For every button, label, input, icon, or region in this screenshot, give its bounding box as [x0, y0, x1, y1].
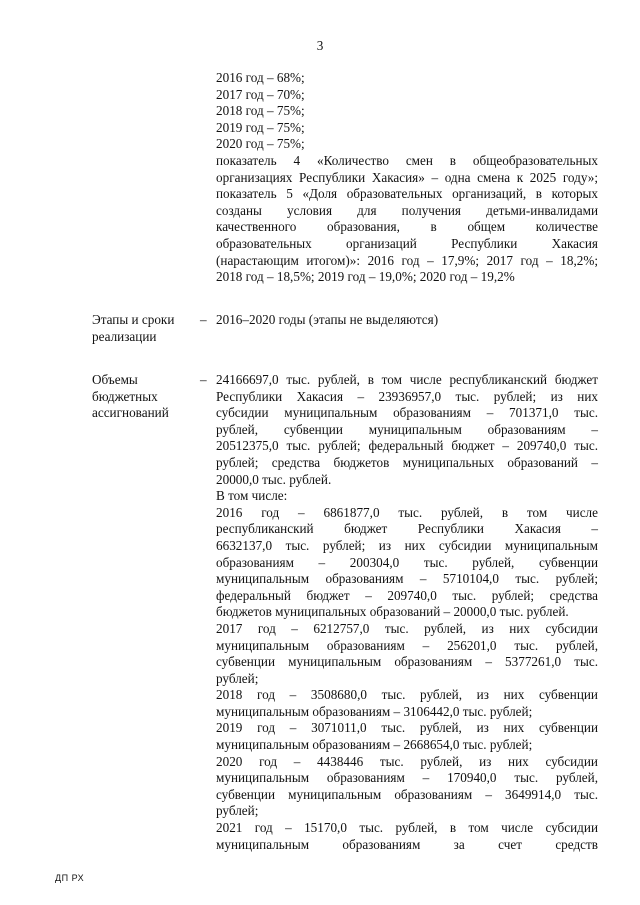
stages-label-line: Этапы и сроки [92, 312, 175, 327]
indicator-text-line: качественного образования, в общем количестве [216, 219, 598, 235]
funding-line: субсидии муниципальным образованиям – 701371,0 тыс. [216, 405, 598, 421]
funding-line: Республики Хакасия – 23936957,0 тыс. рублей; из них [216, 388, 598, 404]
stages-label-line: реализации [92, 328, 157, 344]
funding-line: рублей; средства бюджетов муниципальных образований – [216, 454, 598, 470]
funding-2017-line: субвенции муниципальным образованиям – 5377261,0 тыс. [216, 654, 598, 670]
funding-2021-line: муниципальным образованиям за счет средств [216, 836, 598, 852]
funding-2018-line: 2018 год – 3508680,0 тыс. рублей, из них субвенции [216, 687, 598, 703]
funding-label-line: ассигнований [92, 405, 169, 421]
funding-2017-line: рублей; [216, 670, 259, 686]
funding-label [92, 372, 202, 422]
indicator-text-line: 2018 год – 18,5%; 2019 год – 19,0%; 2020 год – 19,2% [216, 269, 515, 285]
funding-2018-line: муниципальным образованиям – 3106442,0 тыс. рублей; [216, 703, 533, 719]
stages-label [92, 312, 202, 345]
indicator-year-line: 2019 год – 75%; [216, 119, 305, 135]
funding-label-line: Объемы [92, 372, 138, 387]
funding-text-block [216, 372, 598, 853]
indicator-text-line: организациях Республики Хакасия» – одна смена к 2025 году»; [216, 169, 598, 185]
funding-2021-line: 2021 год – 15170,0 тыс. рублей, в том числе субсидии [216, 820, 598, 836]
funding-line: В том числе: [216, 488, 288, 504]
indicator-year-line: 2018 год – 75%; [216, 103, 305, 119]
stages-value: 2016–2020 годы (этапы не выделяются) [216, 312, 439, 327]
indicator-text-line: (нарастающим итогом)»: 2016 год – 17,9%; 2017 год – 18,2%; [216, 252, 598, 268]
funding-2016-line: образованиям – 200304,0 тыс. рублей, субвенции [216, 554, 598, 570]
funding-2020-line: субвенции муниципальным образованиям – 3649914,0 тыс. [216, 786, 598, 802]
funding-2017-line: муниципальным образованиям – 256201,0 тыс. рублей, [216, 637, 598, 653]
funding-line: 20512375,0 тыс. рублей; федеральный бюджет – 209740,0 тыс. [216, 438, 598, 454]
funding-2016-line: муниципальным образованиям – 5710104,0 тыс. рублей; [216, 571, 598, 587]
funding-2020-line: 2020 год – 4438446 тыс. рублей, из них субсидии [216, 753, 598, 769]
indicator-text-line: созданы условия для получения детьми-инвалидами [216, 202, 598, 218]
indicator-year-line: 2017 год – 70%; [216, 86, 305, 102]
indicator-text-line: показатель 5 «Доля образовательных организаций, в которых [216, 186, 598, 202]
stages-dash: – [200, 312, 207, 327]
indicator-year-line: 2016 год – 68%; [216, 70, 305, 85]
funding-2016-line: федеральный бюджет – 209740,0 тыс. рублей; средства [216, 587, 598, 603]
footer-stamp: ДП РХ [55, 873, 85, 883]
funding-2019-line: 2019 год – 3071011,0 тыс. рублей, из них субвенции [216, 720, 598, 736]
funding-line: 24166697,0 тыс. рублей, в том числе республиканский бюджет [216, 372, 598, 387]
funding-2016-line: бюджетов муниципальных образований – 20000,0 тыс. рублей. [216, 604, 569, 620]
funding-2020-line: рублей; [216, 803, 259, 819]
funding-2020-line: муниципальным образованиям – 170940,0 тыс. рублей, [216, 770, 598, 786]
page-number: 3 [316, 38, 324, 53]
indicator-text-line: образовательных организаций Республики Хакасия [216, 235, 598, 251]
funding-line: рублей, субвенции муниципальным образованиям – [216, 421, 598, 437]
funding-2016-line: республиканский бюджет Республики Хакасия – [216, 521, 598, 537]
funding-dash: – [200, 372, 207, 387]
funding-2019-line: муниципальным образованиям – 2668654,0 тыс. рублей; [216, 737, 533, 753]
funding-line: 20000,0 тыс. рублей. [216, 471, 332, 487]
funding-2016-line: 2016 год – 6861877,0 тыс. рублей, в том числе [216, 504, 598, 520]
indicator-year-line: 2020 год – 75%; [216, 136, 305, 152]
funding-2017-line: 2017 год – 6212757,0 тыс. рублей, из них субсидии [216, 620, 598, 636]
funding-2016-line: 6632137,0 тыс. рублей; из них субсидии муниципальным [216, 537, 598, 553]
indicator-text-line: показатель 4 «Количество смен в общеобразовательных [216, 152, 598, 168]
indicator-values-block [216, 70, 598, 286]
funding-label-line: бюджетных [92, 388, 158, 404]
